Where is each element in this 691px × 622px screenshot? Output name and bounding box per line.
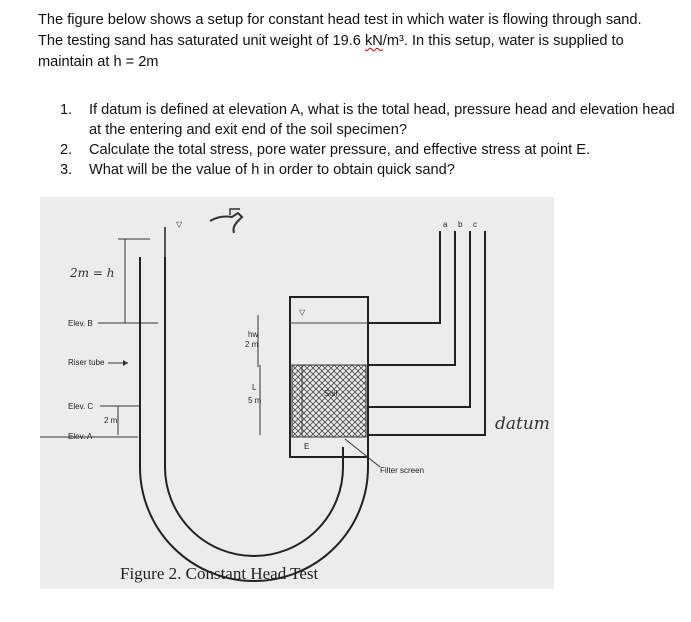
water-level-symbol: ▽: [176, 220, 183, 229]
svg-text:▽: ▽: [299, 308, 306, 317]
question-list: [60, 100, 680, 180]
intro-line-2: [38, 31, 678, 52]
L-label: L: [252, 383, 257, 392]
intro-line-2-start: The testing sand has saturated unit weight of 19.6: [38, 33, 365, 49]
intro-line-3: maintain at h = 2m: [38, 54, 159, 70]
outlet-tubes: [368, 231, 485, 435]
intro-line-1: The figure below shows a setup for constant head test in which water is flowing through sand.: [38, 12, 642, 28]
question-number: 2.: [60, 142, 73, 158]
faucet-icon: [210, 209, 242, 233]
unit-kn: kN: [364, 33, 383, 49]
question-item: [60, 160, 680, 180]
question-text: Calculate the total stress, pore water pressure, and effective stress at point E.: [89, 142, 591, 158]
riser-tube-label: Riser tube: [68, 358, 105, 367]
elev-b-label: Elev. B: [68, 319, 93, 328]
elev-a-label: Elev. A: [68, 432, 93, 441]
question-text: If datum is defined at elevation A, what is the total head, pressure head and elevation head at the entering and exit end of the soil specimen?: [89, 102, 675, 138]
question-number: 1.: [60, 102, 73, 118]
hw-label: hw: [248, 330, 259, 339]
soil-label: Soil: [324, 389, 338, 398]
question-item: [60, 100, 680, 140]
question-number: 3.: [60, 162, 73, 178]
hand-note-h: 2m = h: [70, 266, 115, 280]
question-item: [60, 140, 680, 160]
hand-note-datum: datum: [495, 414, 550, 434]
figure-caption: Figure 2. Constant Head Test: [120, 564, 319, 583]
figure-drawing: [40, 197, 554, 589]
point-e-label: E: [304, 442, 310, 451]
elev-c-label: Elev. C: [68, 402, 94, 411]
intro-line-2-end: /m³. In this setup, water is supplied to: [382, 33, 624, 49]
five-m-label: 5 m: [248, 396, 262, 405]
tube-a-label: a: [443, 220, 448, 229]
two-m-left-label: 2 m: [104, 416, 118, 425]
problem-statement: [38, 10, 678, 73]
constant-head-figure: [40, 197, 554, 589]
tube-b-label: b: [458, 220, 463, 229]
two-m-mid-label: 2 m: [245, 340, 259, 349]
soil-specimen: [292, 365, 366, 437]
question-text: What will be the value of h in order to obtain quick sand?: [89, 162, 455, 178]
filter-screen-label: Filter screen: [380, 466, 425, 475]
tube-c-label: c: [473, 220, 477, 229]
